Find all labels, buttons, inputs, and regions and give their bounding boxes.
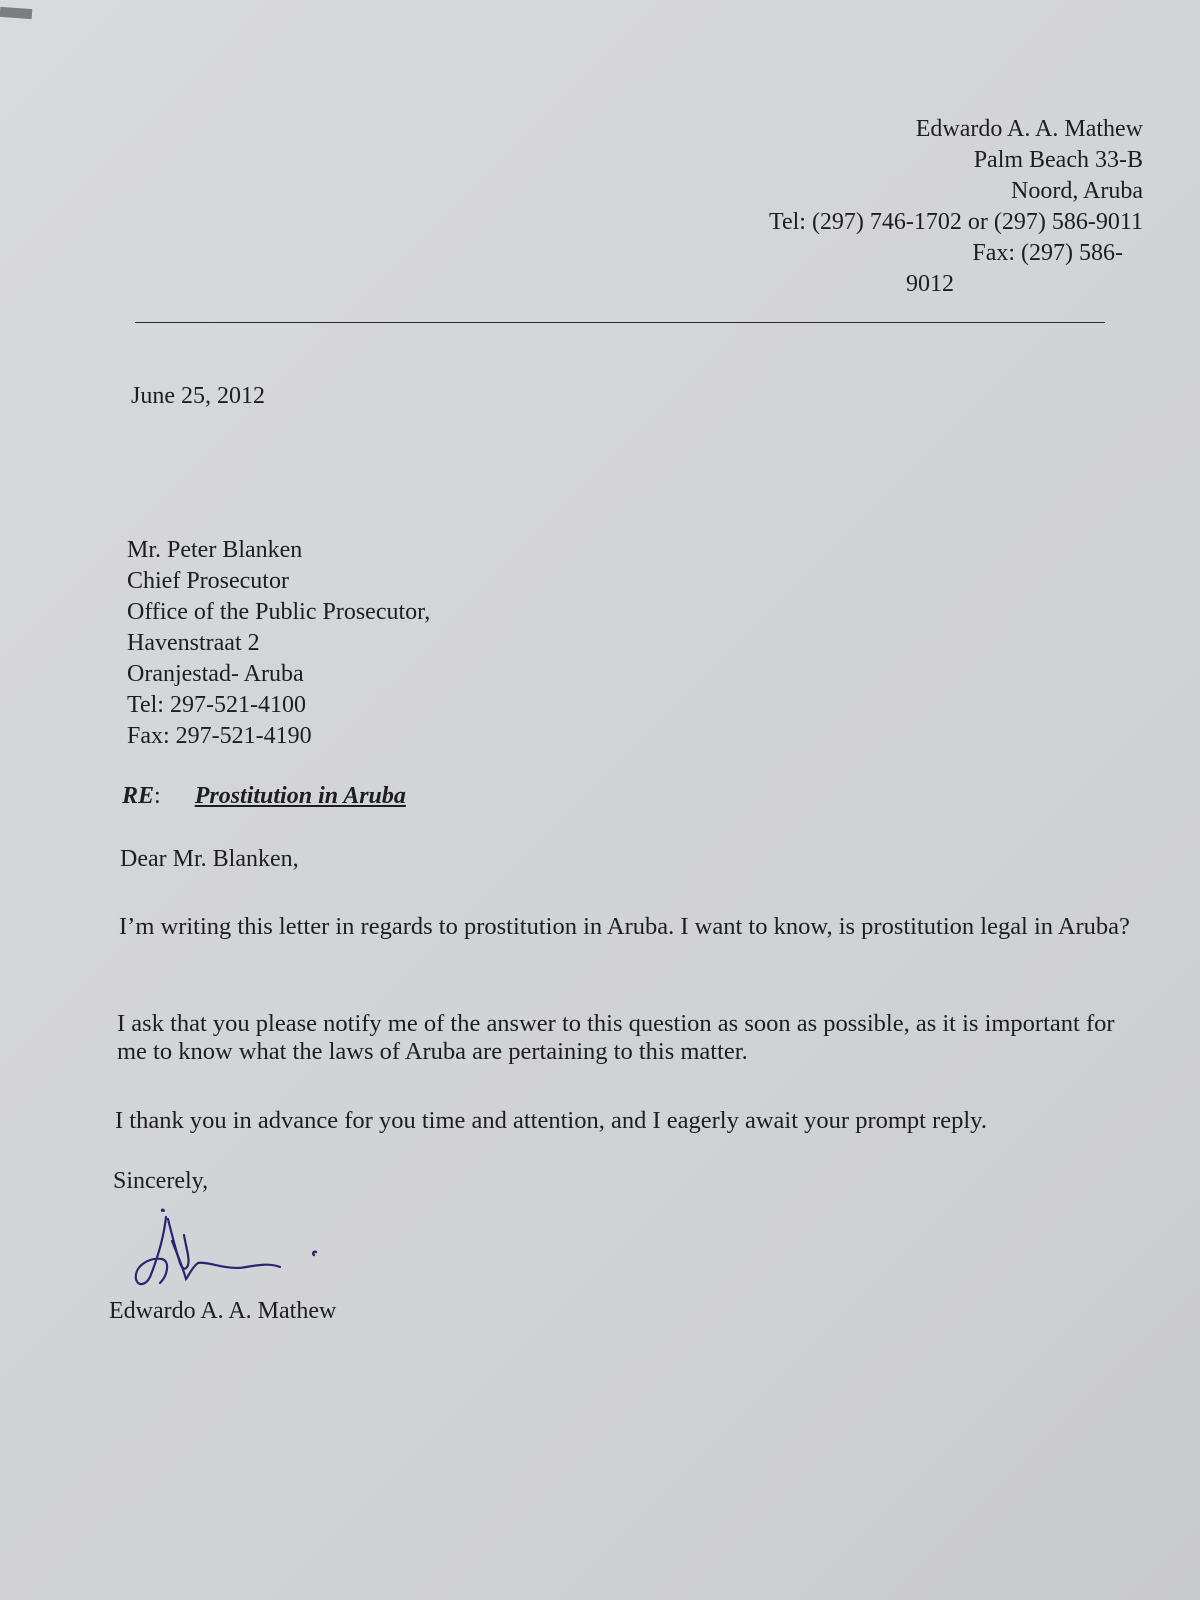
subject-colon: : <box>154 783 161 809</box>
body-paragraph-3: I thank you in advance for you time and attention, and I eagerly await your prompt reply. <box>115 1107 987 1134</box>
sender-name: Edwardo A. A. Mathew <box>915 116 1143 142</box>
sender-fax-line1: Fax: (297) 586- <box>972 240 1123 266</box>
recipient-address-block <box>127 535 430 752</box>
recipient-title: Chief Prosecutor <box>127 568 289 594</box>
recipient-street: Havenstraat 2 <box>127 630 260 656</box>
subject-text: Prostitution in Aruba <box>194 783 406 809</box>
salutation: Dear Mr. Blanken, <box>120 846 299 872</box>
signer-name: Edwardo A. A. Mathew <box>109 1298 337 1324</box>
body-paragraph-2: I ask that you please notify me of the answer to this question as soon as possible, as it is important for me to know what the laws of Aruba are pertaining to this matter. <box>117 1010 1115 1065</box>
sender-address-line1: Palm Beach 33-B <box>973 147 1143 173</box>
recipient-tel: Tel: 297-521-4100 <box>127 692 306 718</box>
recipient-office: Office of the Public Prosecutor, <box>127 599 431 625</box>
sender-tel: Tel: (297) 746-1702 or (297) 586-9011 <box>768 209 1143 235</box>
recipient-city: Oranjestad- Aruba <box>127 661 304 687</box>
paper-clip-mark <box>0 7 32 19</box>
handwritten-signature <box>128 1205 348 1305</box>
body-paragraph-1: I’m writing this letter in regards to prostitution in Aruba. I want to know, is prostitution legal in Aruba? <box>119 913 1130 940</box>
letter-date: June 25, 2012 <box>131 383 265 409</box>
recipient-name: Mr. Peter Blanken <box>127 537 303 563</box>
subject-line <box>122 783 406 810</box>
sender-fax-line2: 9012 <box>906 271 954 297</box>
header-divider <box>135 322 1105 323</box>
recipient-fax: Fax: 297-521-4190 <box>127 723 312 749</box>
sender-letterhead <box>683 114 1143 300</box>
subject-label: RE <box>122 783 155 809</box>
sender-address-line2: Noord, Aruba <box>1011 178 1143 204</box>
closing: Sincerely, <box>113 1168 209 1194</box>
